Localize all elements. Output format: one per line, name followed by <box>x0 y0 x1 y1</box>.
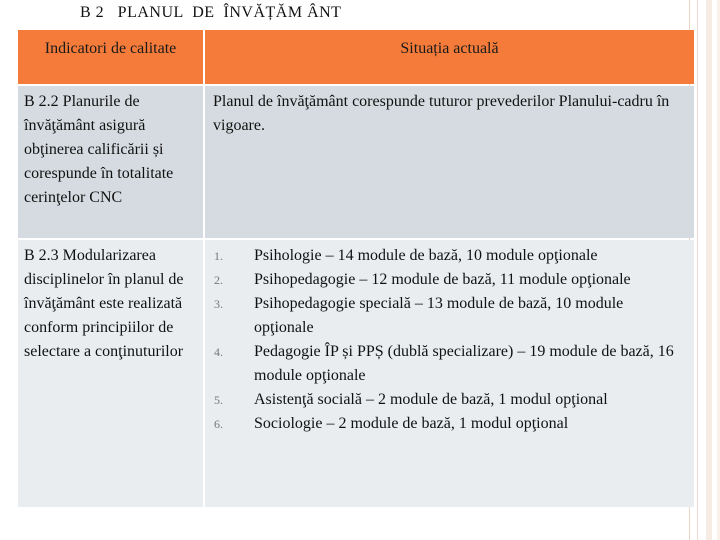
indicator-cell: B 2.2 Planurile de învăţământ asigură obţinerea calificării și corespunde în totalitate cerinţelor CNC <box>24 93 174 206</box>
list-item-text: Psihopedagogie – 12 module de bază, 11 module opţionale <box>254 271 631 288</box>
list-item <box>213 388 686 412</box>
table-header-row <box>18 30 694 84</box>
module-list <box>213 244 686 436</box>
list-number: 4. <box>214 345 223 359</box>
status-cell <box>203 240 694 507</box>
list-number: 1. <box>214 249 223 263</box>
status-cell: Planul de învăţământ corespunde tuturor prevederilor Planului-cadru în vigoare. <box>203 86 694 238</box>
column-header-current-situation: Situația actuală <box>203 30 694 84</box>
table-row <box>18 240 694 507</box>
list-item-text: Psihopedagogie specială – 13 module de bază, 10 module opţionale <box>254 295 624 336</box>
column-header-indicators: Indicatori de calitate <box>44 40 177 57</box>
list-item-text: Psihologie – 14 module de bază, 10 module opţionale <box>254 247 598 264</box>
quality-indicators-table <box>18 30 694 507</box>
list-number: 2. <box>214 273 223 287</box>
page-title: B 2 PLANUL DE ÎNVĂȚĂM ÂNT <box>80 4 342 21</box>
list-item <box>213 268 686 292</box>
list-item <box>213 412 686 436</box>
list-item-text: Sociologie – 2 module de bază, 1 modul opţional <box>254 415 569 432</box>
list-item-text: Pedagogie ÎP și PPȘ (dublă specializare) – 19 module de bază, 16 module opţionale <box>254 343 674 384</box>
list-item-text: Asistenţă socială – 2 module de bază, 1 modul opţional <box>254 391 608 408</box>
list-number: 6. <box>214 417 223 431</box>
list-number: 5. <box>214 393 223 407</box>
list-item <box>213 244 686 268</box>
list-number: 3. <box>214 297 223 311</box>
indicator-cell: B 2.3 Modularizarea disciplinelor în planul de învăţământ este realizată conform principiilor de selectare a conţinuturilor <box>24 247 184 360</box>
list-item <box>213 340 686 388</box>
list-item <box>213 292 686 340</box>
table-row <box>18 86 694 238</box>
